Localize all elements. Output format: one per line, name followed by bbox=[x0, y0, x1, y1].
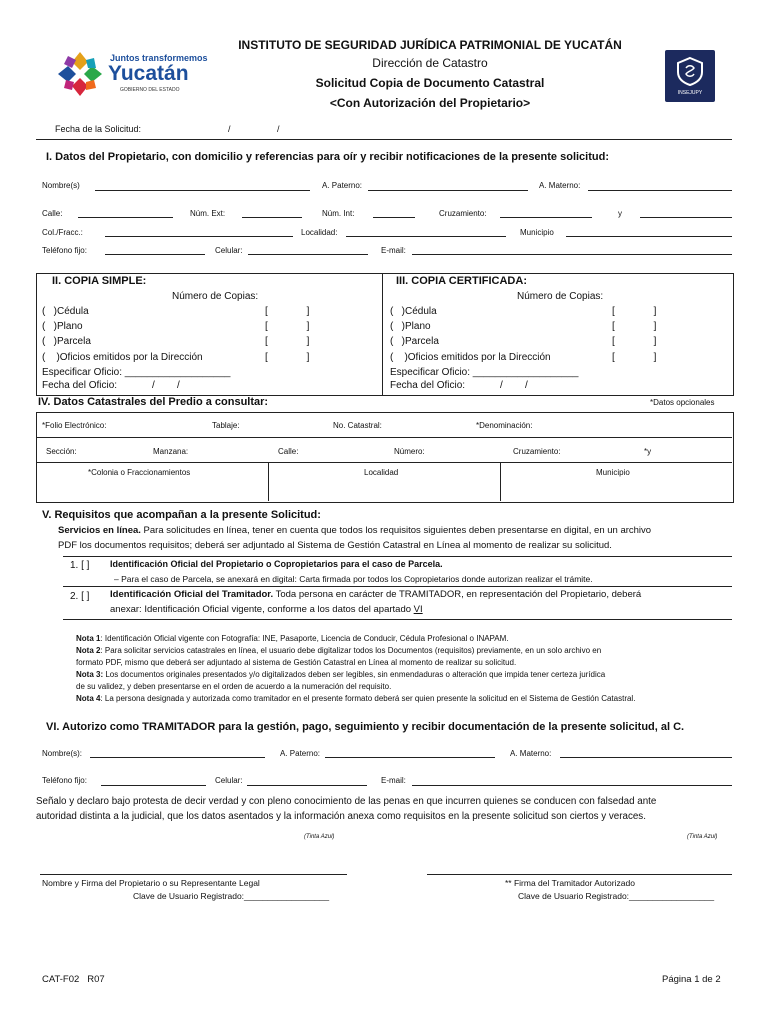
cert-copies-bracket[interactable]: [ ] bbox=[612, 352, 657, 363]
option-label: Cédula bbox=[405, 306, 437, 317]
requirement2-text bbox=[110, 589, 641, 600]
owner-materno-label: A. Materno: bbox=[539, 181, 581, 190]
owner-ext-number-field[interactable] bbox=[242, 217, 302, 218]
simple-option-cedula[interactable]: ( )Cédula bbox=[42, 306, 89, 317]
cert-oficio-date-label: Fecha del Oficio: bbox=[390, 380, 466, 391]
online-services-text bbox=[58, 525, 651, 536]
owner-locality-field[interactable] bbox=[346, 236, 506, 237]
option-label: Oficios emitidos por la Dirección bbox=[407, 352, 551, 363]
owner-signature-line[interactable] bbox=[40, 874, 347, 875]
simple-specify-oficio[interactable]: Especificar Oficio: ___________________ bbox=[42, 367, 231, 378]
owner-mobile-label: Celular: bbox=[215, 246, 243, 255]
option-label: Parcela bbox=[57, 336, 91, 347]
owner-materno-field[interactable] bbox=[588, 190, 732, 191]
cert-oficio-date-field[interactable]: / / bbox=[500, 380, 528, 391]
section3-title: III. COPIA CERTIFICADA: bbox=[396, 275, 527, 287]
simple-oficio-date-label: Fecha del Oficio: bbox=[42, 380, 118, 391]
requirement1-sub: – Para el caso de Parcela, se anexará en digital: Carta firmada por todos los Copropietarios donde autorizan realizar el trámite. bbox=[114, 574, 593, 584]
online-services-line1: Para solicitudes en línea, tener en cuenta que todos los requisitos siguientes deben presentarse en digital, en un archivo bbox=[140, 525, 652, 536]
note-label: Nota 2 bbox=[76, 646, 101, 655]
owner-name-field[interactable] bbox=[95, 190, 310, 191]
option-label: Plano bbox=[57, 321, 83, 332]
requirement-separator bbox=[63, 556, 732, 557]
cert-option-cedula[interactable]: ( )Cédula bbox=[390, 306, 437, 317]
section3-copies-label: Número de Copias: bbox=[517, 291, 604, 302]
logo-line1: Juntos transformemos bbox=[110, 53, 208, 63]
online-services-bold: Servicios en línea. bbox=[58, 525, 141, 536]
owner-colonia-label: Col./Fracc.: bbox=[42, 228, 83, 237]
owner-crossing-field-1[interactable] bbox=[500, 217, 592, 218]
declaration-line1: Señalo y declaro bajo protesta de decir verdad y con pleno conocimiento de las penas en que incurren quienes se conducen con falsedad ante bbox=[36, 796, 657, 807]
colony-label[interactable]: *Colonia o Fraccionamientos bbox=[88, 468, 191, 477]
owner-paterno-field[interactable] bbox=[368, 190, 528, 191]
owner-int-number-label: Núm. Int: bbox=[322, 209, 355, 218]
agent-materno-field[interactable] bbox=[560, 757, 732, 758]
note-text: : Identificación Oficial vigente con Fotografía: INE, Pasaporte, Licencia de Conducir, Cédula Profesional o INAPAM. bbox=[100, 634, 509, 643]
owner-crossing-label: Cruzamiento: bbox=[439, 209, 487, 218]
simple-copies-bracket[interactable]: [ ] bbox=[265, 352, 310, 363]
section1-title: I. Datos del Propietario, con domicilio y referencias para oír y recibir notificaciones de la presente solicitud: bbox=[46, 151, 609, 163]
note-line bbox=[76, 657, 635, 669]
request-date-label: Fecha de la Solicitud: bbox=[55, 124, 142, 134]
requirement1-title: Identificación Oficial del Propietario o Copropietarios para el caso de Parcela. bbox=[110, 559, 443, 569]
cadastral-row-divider bbox=[37, 437, 732, 438]
owner-locality-label: Localidad: bbox=[301, 228, 338, 237]
requirement2-line2 bbox=[110, 604, 423, 615]
requirement2-checkbox[interactable]: 2. [ ] bbox=[70, 591, 90, 602]
owner-ext-number-label: Núm. Ext: bbox=[190, 209, 226, 218]
seal bbox=[665, 50, 715, 102]
number-label[interactable]: Número: bbox=[394, 447, 425, 456]
section2-title: II. COPIA SIMPLE: bbox=[52, 275, 147, 287]
cadastral-col-divider bbox=[268, 462, 269, 501]
agent-email-field[interactable] bbox=[412, 785, 732, 786]
tablaje-label[interactable]: Tablaje: bbox=[212, 421, 240, 430]
logo-line3: GOBIERNO DEL ESTADO bbox=[120, 87, 180, 93]
agent-name-label: Nombre(s): bbox=[42, 749, 83, 758]
option-label: Plano bbox=[405, 321, 431, 332]
agent-email-label: E-mail: bbox=[381, 776, 406, 785]
owner-mobile-field[interactable] bbox=[248, 254, 368, 255]
agent-user-key[interactable]: Clave de Usuario Registrado:__________________ bbox=[518, 891, 715, 901]
owner-crossing-field-2[interactable] bbox=[640, 217, 732, 218]
note-line bbox=[76, 645, 635, 657]
declaration-line2: autoridad distinta a la judicial, que los datos asentados y la información anexa como requisitos en la presente solicitud son ciertos y veraces. bbox=[36, 811, 646, 822]
form-code: CAT-F02 R07 bbox=[42, 974, 105, 985]
agent-signature-label: ** Firma del Tramitador Autorizado bbox=[505, 878, 635, 888]
owner-int-number-field[interactable] bbox=[373, 217, 415, 218]
logo bbox=[50, 45, 210, 100]
owner-street-field[interactable] bbox=[78, 217, 173, 218]
form-title: Solicitud Copia de Documento Catastral bbox=[315, 76, 545, 90]
agent-mobile-field[interactable] bbox=[247, 785, 367, 786]
simple-option-plano[interactable]: ( )Plano bbox=[42, 321, 83, 332]
section-label[interactable]: Sección: bbox=[46, 447, 77, 456]
note-label: Nota 4 bbox=[76, 694, 101, 703]
requirement1-checkbox[interactable]: 1. [ ] bbox=[70, 560, 90, 571]
simple-oficio-date-field[interactable]: / / bbox=[152, 380, 180, 391]
cert-specify-oficio[interactable]: Especificar Oficio: ___________________ bbox=[390, 367, 579, 378]
agent-materno-label: A. Materno: bbox=[510, 749, 552, 758]
option-label: Oficios emitidos por la Dirección bbox=[59, 352, 203, 363]
agent-signature-line[interactable] bbox=[427, 874, 732, 875]
owner-colonia-field[interactable] bbox=[105, 236, 293, 237]
institute-name: INSTITUTO DE SEGURIDAD JURÍDICA PATRIMONIAL DE YUCATÁN bbox=[238, 38, 622, 52]
cadastral-col-divider bbox=[500, 462, 501, 501]
denomination-label[interactable]: *Denominación: bbox=[476, 421, 533, 430]
section4-title: IV. Datos Catastrales del Predio a consultar: bbox=[38, 396, 269, 408]
owner-municipality-field[interactable] bbox=[566, 236, 732, 237]
owner-signature-label: Nombre y Firma del Propietario o su Representante Legal bbox=[42, 878, 260, 888]
requirement-separator bbox=[63, 586, 732, 587]
requirement2-line2-text: anexar: Identificación Oficial vigente, conforme a los datos del apartado bbox=[110, 604, 414, 615]
direction-name: Dirección de Catastro bbox=[372, 56, 488, 70]
note-line bbox=[76, 693, 635, 705]
owner-email-field[interactable] bbox=[412, 254, 732, 255]
note-line bbox=[76, 681, 635, 693]
owner-user-key[interactable]: Clave de Usuario Registrado:__________________ bbox=[133, 891, 330, 901]
owner-name-label: Nombre(s) bbox=[42, 181, 80, 190]
cadastral-box bbox=[36, 412, 734, 503]
note-text: formato PDF, mismo que deberá ser adjuntado al sistema de Gestión Catastral en Línea al momento de realizar su solicitud. bbox=[76, 658, 517, 667]
street-label[interactable]: Calle: bbox=[278, 447, 299, 456]
copy-box-divider bbox=[382, 273, 383, 395]
simple-copies-bracket[interactable]: [ ] bbox=[265, 306, 310, 317]
shield-icon bbox=[675, 56, 705, 86]
cert-option-plano[interactable]: ( )Plano bbox=[390, 321, 431, 332]
section2-copies-label: Número de Copias: bbox=[172, 291, 259, 302]
logo-line2: Yucatán bbox=[108, 62, 189, 85]
simple-option-oficios[interactable]: ( )Oficios emitidos por la Dirección bbox=[42, 352, 203, 363]
owner-crossing-y: y bbox=[618, 209, 622, 218]
owner-municipality-label: Municipio bbox=[520, 228, 554, 237]
note-text: Los documentos originales presentados y/o digitalizados deben ser legibles, sin enmendaduras o alteración que impida tener certeza jurídica bbox=[103, 670, 606, 679]
note-text: : La persona designada y autorizada como tramitador en el presente formato deberá ser quien presente la solicitud en el Sistema de Gestión Catastral. bbox=[100, 694, 636, 703]
notes bbox=[76, 633, 635, 705]
requirement-separator bbox=[63, 619, 732, 620]
divider bbox=[36, 139, 732, 140]
note-label: Nota 1 bbox=[76, 634, 101, 643]
block-label[interactable]: Manzana: bbox=[153, 447, 189, 456]
agent-phone-label: Teléfono fijo: bbox=[42, 776, 87, 785]
requirement2-line1: Toda persona en carácter de TRAMITADOR, en representación del Propietario, deberá bbox=[273, 589, 642, 600]
cert-copies-bracket[interactable]: [ ] bbox=[612, 321, 657, 332]
simple-copies-bracket[interactable]: [ ] bbox=[265, 321, 310, 332]
owner-phone-field[interactable] bbox=[105, 254, 205, 255]
cadastral-row-divider bbox=[37, 462, 732, 463]
note-line bbox=[76, 669, 635, 681]
agent-ink-note: (Tinta Azul) bbox=[687, 834, 718, 840]
cert-copies-bracket[interactable]: [ ] bbox=[612, 336, 657, 347]
seal-text: INSEJUPY bbox=[677, 90, 703, 96]
simple-copies-bracket[interactable]: [ ] bbox=[265, 336, 310, 347]
municipality-label[interactable]: Municipio bbox=[596, 468, 630, 477]
option-label: Cédula bbox=[57, 306, 89, 317]
catastral-number-label[interactable]: No. Catastral: bbox=[333, 421, 382, 430]
owner-paterno-label: A. Paterno: bbox=[322, 181, 363, 190]
cert-copies-bracket[interactable]: [ ] bbox=[612, 306, 657, 317]
agent-mobile-label: Celular: bbox=[215, 776, 243, 785]
note-line bbox=[76, 633, 635, 645]
optional-note-text: Datos opcionales bbox=[653, 398, 715, 407]
section5-title: V. Requisitos que acompañan a la presente Solicitud: bbox=[42, 509, 321, 521]
optional-data-note: *Datos opcionales bbox=[650, 398, 715, 407]
agent-phone-field[interactable] bbox=[101, 785, 206, 786]
section6-title: VI. Autorizo como TRAMITADOR para la gestión, pago, seguimiento y recibir documentación de la presente solicitud, al C. bbox=[46, 721, 685, 733]
owner-phone-label: Teléfono fijo: bbox=[42, 246, 87, 255]
note-label: Nota 3: bbox=[76, 670, 104, 679]
form-subtitle: <Con Autorización del Propietario> bbox=[329, 96, 531, 110]
locality-label[interactable]: Localidad bbox=[364, 468, 399, 477]
crossing-label[interactable]: Cruzamiento: bbox=[513, 447, 561, 456]
agent-name-field[interactable] bbox=[90, 757, 265, 758]
page-number: Página 1 de 2 bbox=[662, 974, 721, 985]
option-label: Parcela bbox=[405, 336, 439, 347]
owner-email-label: E-mail: bbox=[381, 246, 406, 255]
owner-street-label: Calle: bbox=[42, 209, 63, 218]
agent-paterno-field[interactable] bbox=[325, 757, 495, 758]
cert-option-parcela[interactable]: ( )Parcela bbox=[390, 336, 439, 347]
owner-ink-note: (Tinta Azul) bbox=[304, 834, 335, 840]
date-separator: / bbox=[228, 124, 231, 134]
requirement2-ref: VI bbox=[413, 604, 423, 615]
agent-paterno-label: A. Paterno: bbox=[280, 749, 321, 758]
cert-option-oficios[interactable]: ( )Oficios emitidos por la Dirección bbox=[390, 352, 551, 363]
simple-option-parcela[interactable]: ( )Parcela bbox=[42, 336, 91, 347]
online-services-line2: PDF los documentos requisitos; deberá ser adjuntado al Sistema de Gestión Catastral en Línea al momento de realizar su solicitud. bbox=[58, 540, 612, 551]
date-separator: / bbox=[277, 124, 280, 134]
folio-label[interactable]: *Folio Electrónico: bbox=[42, 421, 107, 430]
crossing-y-label: *y bbox=[644, 447, 652, 456]
note-text: de su validez, y deben presentarse en el orden de acuerdo a la numeración del requisito. bbox=[76, 682, 392, 691]
note-text: : Para solicitar servicios catastrales en línea, el usuario debe digitalizar todos los Documentos (requisitos) previamente, en un solo archivo en bbox=[100, 646, 602, 655]
requirement2-title: Identificación Oficial del Tramitador. bbox=[110, 589, 274, 600]
